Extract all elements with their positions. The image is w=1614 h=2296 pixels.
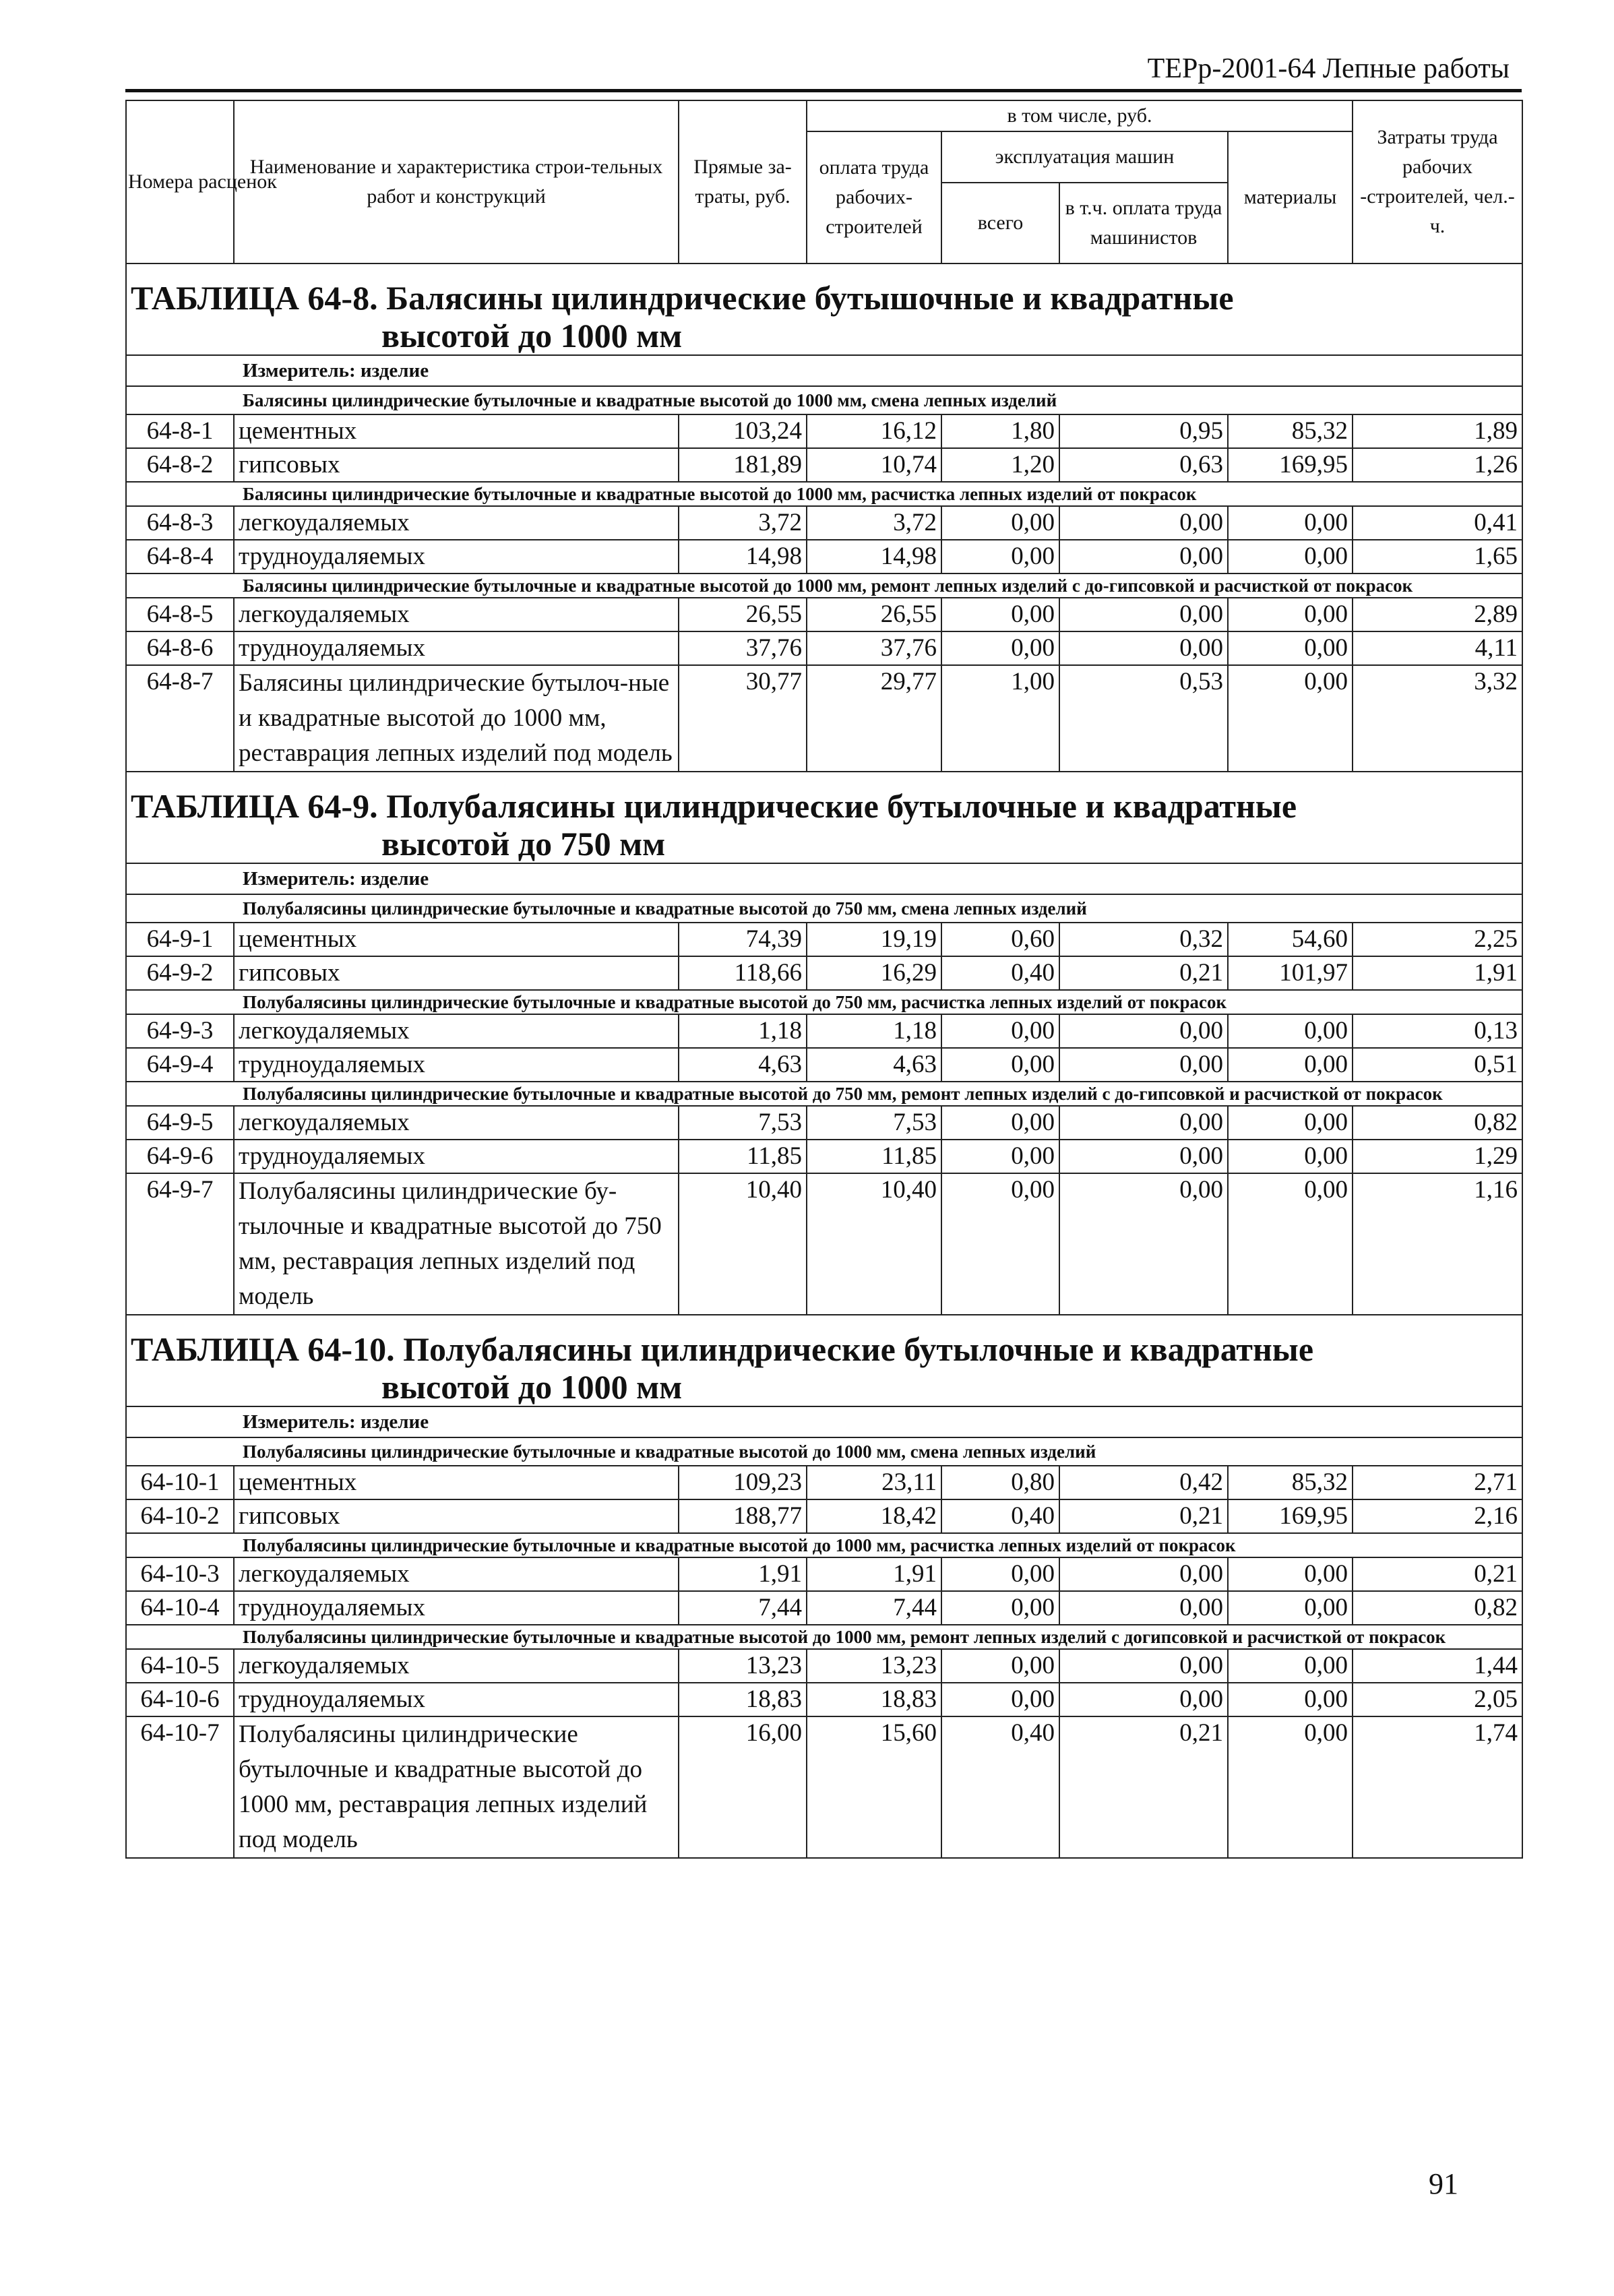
machines-cost: 0,00 bbox=[941, 1014, 1059, 1048]
machines-labor-cost: 0,00 bbox=[1059, 598, 1228, 631]
labor-cost: 23,11 bbox=[807, 1466, 941, 1499]
materials-cost: 85,32 bbox=[1228, 414, 1353, 448]
labor-cost: 16,12 bbox=[807, 414, 941, 448]
meter-row bbox=[126, 863, 1522, 894]
labor-hours: 2,89 bbox=[1353, 598, 1522, 631]
group-label: Полубалясины цилиндрические бутылочные и квадратные высотой до 1000 мм, смена лепных изделий bbox=[126, 1437, 1522, 1466]
group-header-row bbox=[126, 1625, 1522, 1649]
work-name: трудноудаляемых bbox=[234, 631, 679, 665]
column-header-machines-labor: в т.ч. оплата труда машинистов bbox=[1059, 183, 1228, 263]
direct-cost: 18,83 bbox=[679, 1683, 807, 1716]
direct-cost: 26,55 bbox=[679, 598, 807, 631]
machines-cost: 0,40 bbox=[941, 1499, 1059, 1533]
column-header-machines: эксплуатация машин bbox=[941, 131, 1228, 183]
work-name: легкоудаляемых bbox=[234, 506, 679, 540]
group-label: Полубалясины цилиндрические бутылочные и квадратные высотой до 1000 мм, расчистка лепных изделий от покрасок bbox=[126, 1533, 1522, 1557]
table-row bbox=[126, 1140, 1522, 1173]
machines-labor-cost: 0,00 bbox=[1059, 1173, 1228, 1315]
machines-cost: 0,60 bbox=[941, 923, 1059, 956]
direct-cost: 3,72 bbox=[679, 506, 807, 540]
labor-hours: 1,91 bbox=[1353, 956, 1522, 990]
table-row bbox=[126, 1591, 1522, 1625]
machines-cost: 0,00 bbox=[941, 1173, 1059, 1315]
table-row bbox=[126, 1649, 1522, 1683]
table-row bbox=[126, 1173, 1522, 1315]
rate-code: 64-9-7 bbox=[126, 1173, 234, 1315]
materials-cost: 0,00 bbox=[1228, 631, 1353, 665]
direct-cost: 118,66 bbox=[679, 956, 807, 990]
materials-cost: 0,00 bbox=[1228, 1106, 1353, 1140]
machines-labor-cost: 0,21 bbox=[1059, 956, 1228, 990]
materials-cost: 0,00 bbox=[1228, 598, 1353, 631]
rate-code: 64-10-1 bbox=[126, 1466, 234, 1499]
rate-code: 64-9-3 bbox=[126, 1014, 234, 1048]
table-row bbox=[126, 1014, 1522, 1048]
labor-cost: 10,40 bbox=[807, 1173, 941, 1315]
machines-labor-cost: 0,42 bbox=[1059, 1466, 1228, 1499]
rate-code: 64-8-5 bbox=[126, 598, 234, 631]
page-number: 91 bbox=[1429, 2167, 1458, 2200]
rate-code: 64-8-4 bbox=[126, 540, 234, 573]
labor-cost: 1,91 bbox=[807, 1557, 941, 1591]
machines-labor-cost: 0,00 bbox=[1059, 1140, 1228, 1173]
machines-cost: 1,20 bbox=[941, 448, 1059, 482]
page-header: ТЕРр-2001-64 Лепные работы bbox=[1147, 53, 1510, 84]
work-name: Полубалясины цилиндрические бутылочные и квадратные высотой до 1000 мм, реставрация лепных изделий под модель bbox=[234, 1716, 679, 1858]
machines-cost: 0,00 bbox=[941, 1683, 1059, 1716]
group-label: Полубалясины цилиндрические бутылочные и квадратные высотой до 750 мм, ремонт лепных изделий с до-гипсовкой и расчисткой от покрасок bbox=[126, 1082, 1522, 1106]
labor-cost: 7,53 bbox=[807, 1106, 941, 1140]
group-header-row bbox=[126, 1533, 1522, 1557]
labor-cost: 29,77 bbox=[807, 665, 941, 772]
labor-cost: 4,63 bbox=[807, 1048, 941, 1082]
machines-labor-cost: 0,00 bbox=[1059, 1048, 1228, 1082]
direct-cost: 188,77 bbox=[679, 1499, 807, 1533]
group-header-row bbox=[126, 1082, 1522, 1106]
group-header-row bbox=[126, 990, 1522, 1014]
machines-labor-cost: 0,00 bbox=[1059, 1683, 1228, 1716]
machines-labor-cost: 0,63 bbox=[1059, 448, 1228, 482]
header-rule bbox=[125, 89, 1522, 92]
group-header-row bbox=[126, 386, 1522, 414]
machines-cost: 0,00 bbox=[941, 631, 1059, 665]
table-row bbox=[126, 598, 1522, 631]
machines-cost: 0,00 bbox=[941, 1048, 1059, 1082]
labor-cost: 14,98 bbox=[807, 540, 941, 573]
table-title bbox=[126, 263, 1522, 355]
materials-cost: 0,00 bbox=[1228, 1557, 1353, 1591]
work-name: Балясины цилиндрические бутылоч-ные и квадратные высотой до 1000 мм, реставрация лепных изделий под модель bbox=[234, 665, 679, 772]
labor-cost: 18,83 bbox=[807, 1683, 941, 1716]
group-header-row bbox=[126, 573, 1522, 598]
machines-labor-cost: 0,00 bbox=[1059, 540, 1228, 573]
rate-code: 64-9-6 bbox=[126, 1140, 234, 1173]
work-name: цементных bbox=[234, 1466, 679, 1499]
machines-labor-cost: 0,21 bbox=[1059, 1499, 1228, 1533]
table-row bbox=[126, 923, 1522, 956]
meter-label: Измеритель: изделие bbox=[126, 863, 1522, 894]
labor-hours: 1,44 bbox=[1353, 1649, 1522, 1683]
labor-cost: 15,60 bbox=[807, 1716, 941, 1858]
machines-labor-cost: 0,53 bbox=[1059, 665, 1228, 772]
materials-cost: 0,00 bbox=[1228, 1048, 1353, 1082]
machines-cost: 0,80 bbox=[941, 1466, 1059, 1499]
work-name: Полубалясины цилиндрические бу-тылочные и квадратные высотой до 750 мм, реставрация лепных изделий под модель bbox=[234, 1173, 679, 1315]
labor-hours: 1,65 bbox=[1353, 540, 1522, 573]
table-row bbox=[126, 1716, 1522, 1858]
column-header-labor: оплата труда рабочих-строителей bbox=[807, 131, 941, 263]
group-label: Полубалясины цилиндрические бутылочные и квадратные высотой до 1000 мм, ремонт лепных изделий с догипсовкой и расчисткой от покрасок bbox=[126, 1625, 1522, 1649]
direct-cost: 30,77 bbox=[679, 665, 807, 772]
direct-cost: 109,23 bbox=[679, 1466, 807, 1499]
column-header-name: Наименование и характеристика строи-тельных работ и конструкций bbox=[234, 100, 679, 263]
materials-cost: 0,00 bbox=[1228, 506, 1353, 540]
machines-cost: 1,00 bbox=[941, 665, 1059, 772]
direct-cost: 13,23 bbox=[679, 1649, 807, 1683]
group-header-row bbox=[126, 894, 1522, 923]
direct-cost: 4,63 bbox=[679, 1048, 807, 1082]
labor-hours: 1,26 bbox=[1353, 448, 1522, 482]
rate-code: 64-10-3 bbox=[126, 1557, 234, 1591]
machines-labor-cost: 0,00 bbox=[1059, 1557, 1228, 1591]
direct-cost: 11,85 bbox=[679, 1140, 807, 1173]
column-header-materials: материалы bbox=[1228, 131, 1353, 263]
rate-code: 64-10-5 bbox=[126, 1649, 234, 1683]
labor-hours: 1,16 bbox=[1353, 1173, 1522, 1315]
work-name: гипсовых bbox=[234, 448, 679, 482]
rate-code: 64-8-6 bbox=[126, 631, 234, 665]
direct-cost: 16,00 bbox=[679, 1716, 807, 1858]
labor-hours: 0,51 bbox=[1353, 1048, 1522, 1082]
rate-code: 64-10-6 bbox=[126, 1683, 234, 1716]
direct-cost: 7,44 bbox=[679, 1591, 807, 1625]
work-name: легкоудаляемых bbox=[234, 1557, 679, 1591]
group-label: Балясины цилиндрические бутылочные и квадратные высотой до 1000 мм, ремонт лепных изделий с до-гипсовкой и расчисткой от покрасок bbox=[126, 573, 1522, 598]
labor-hours: 2,05 bbox=[1353, 1683, 1522, 1716]
table-title-line2: высотой до 750 мм bbox=[381, 825, 666, 863]
labor-cost: 10,74 bbox=[807, 448, 941, 482]
materials-cost: 0,00 bbox=[1228, 1649, 1353, 1683]
machines-cost: 0,00 bbox=[941, 1106, 1059, 1140]
machines-cost: 0,00 bbox=[941, 598, 1059, 631]
table-title bbox=[126, 1315, 1522, 1406]
group-label: Полубалясины цилиндрические бутылочные и квадратные высотой до 750 мм, смена лепных изделий bbox=[126, 894, 1522, 923]
machines-labor-cost: 0,00 bbox=[1059, 506, 1228, 540]
direct-cost: 74,39 bbox=[679, 923, 807, 956]
rate-code: 64-9-1 bbox=[126, 923, 234, 956]
machines-labor-cost: 0,00 bbox=[1059, 1649, 1228, 1683]
machines-cost: 0,00 bbox=[941, 1557, 1059, 1591]
meter-row bbox=[126, 1406, 1522, 1437]
work-name: легкоудаляемых bbox=[234, 1649, 679, 1683]
machines-cost: 0,00 bbox=[941, 540, 1059, 573]
labor-hours: 2,16 bbox=[1353, 1499, 1522, 1533]
group-label: Балясины цилиндрические бутылочные и квадратные высотой до 1000 мм, расчистка лепных изделий от покрасок bbox=[126, 482, 1522, 506]
labor-cost: 3,72 bbox=[807, 506, 941, 540]
materials-cost: 85,32 bbox=[1228, 1466, 1353, 1499]
labor-hours: 0,21 bbox=[1353, 1557, 1522, 1591]
materials-cost: 169,95 bbox=[1228, 448, 1353, 482]
direct-cost: 1,91 bbox=[679, 1557, 807, 1591]
labor-hours: 1,29 bbox=[1353, 1140, 1522, 1173]
direct-cost: 10,40 bbox=[679, 1173, 807, 1315]
materials-cost: 0,00 bbox=[1228, 1014, 1353, 1048]
table-title-line1: ТАБЛИЦА 64-8. Балясины цилиндрические бутышочные и квадратные bbox=[131, 279, 1234, 317]
materials-cost: 0,00 bbox=[1228, 1140, 1353, 1173]
table-row bbox=[126, 665, 1522, 772]
work-name: гипсовых bbox=[234, 956, 679, 990]
machines-cost: 0,40 bbox=[941, 956, 1059, 990]
labor-cost: 7,44 bbox=[807, 1591, 941, 1625]
price-table bbox=[125, 100, 1523, 1859]
column-header-code: Номера расценок bbox=[126, 100, 234, 263]
table-row bbox=[126, 631, 1522, 665]
work-name: легкоудаляемых bbox=[234, 1014, 679, 1048]
work-name: трудноудаляемых bbox=[234, 1140, 679, 1173]
rate-code: 64-9-4 bbox=[126, 1048, 234, 1082]
table-row bbox=[126, 506, 1522, 540]
table-row bbox=[126, 540, 1522, 573]
rate-code: 64-9-5 bbox=[126, 1106, 234, 1140]
labor-hours: 3,32 bbox=[1353, 665, 1522, 772]
machines-labor-cost: 0,00 bbox=[1059, 1014, 1228, 1048]
labor-hours: 0,82 bbox=[1353, 1106, 1522, 1140]
group-header-row bbox=[126, 1437, 1522, 1466]
materials-cost: 0,00 bbox=[1228, 1683, 1353, 1716]
machines-labor-cost: 0,00 bbox=[1059, 1106, 1228, 1140]
materials-cost: 0,00 bbox=[1228, 1716, 1353, 1858]
direct-cost: 103,24 bbox=[679, 414, 807, 448]
work-name: трудноудаляемых bbox=[234, 540, 679, 573]
labor-hours: 1,74 bbox=[1353, 1716, 1522, 1858]
header-row-1 bbox=[126, 100, 1522, 131]
work-name: легкоудаляемых bbox=[234, 1106, 679, 1140]
table-title-row bbox=[126, 772, 1522, 863]
direct-cost: 181,89 bbox=[679, 448, 807, 482]
rate-code: 64-8-3 bbox=[126, 506, 234, 540]
column-header-hours: Затраты труда рабочих -строителей, чел.-ч. bbox=[1353, 100, 1522, 263]
labor-cost: 26,55 bbox=[807, 598, 941, 631]
table-row bbox=[126, 1106, 1522, 1140]
work-name: цементных bbox=[234, 923, 679, 956]
group-label: Балясины цилиндрические бутылочные и квадратные высотой до 1000 мм, смена лепных изделий bbox=[126, 386, 1522, 414]
work-name: трудноудаляемых bbox=[234, 1683, 679, 1716]
group-label: Полубалясины цилиндрические бутылочные и квадратные высотой до 750 мм, расчистка лепных изделий от покрасок bbox=[126, 990, 1522, 1014]
rate-code: 64-10-7 bbox=[126, 1716, 234, 1858]
table-title-line2: высотой до 1000 мм bbox=[381, 1368, 683, 1406]
table-title bbox=[126, 772, 1522, 863]
work-name: цементных bbox=[234, 414, 679, 448]
machines-labor-cost: 0,32 bbox=[1059, 923, 1228, 956]
direct-cost: 14,98 bbox=[679, 540, 807, 573]
materials-cost: 54,60 bbox=[1228, 923, 1353, 956]
work-name: легкоудаляемых bbox=[234, 598, 679, 631]
table-row bbox=[126, 1048, 1522, 1082]
table-title-row bbox=[126, 263, 1522, 355]
meter-label: Измеритель: изделие bbox=[126, 1406, 1522, 1437]
rate-code: 64-10-4 bbox=[126, 1591, 234, 1625]
direct-cost: 7,53 bbox=[679, 1106, 807, 1140]
rate-code: 64-8-7 bbox=[126, 665, 234, 772]
materials-cost: 0,00 bbox=[1228, 1173, 1353, 1315]
materials-cost: 0,00 bbox=[1228, 665, 1353, 772]
machines-labor-cost: 0,95 bbox=[1059, 414, 1228, 448]
group-header-row bbox=[126, 482, 1522, 506]
machines-cost: 0,00 bbox=[941, 506, 1059, 540]
column-header-direct: Прямые за-траты, руб. bbox=[679, 100, 807, 263]
labor-cost: 1,18 bbox=[807, 1014, 941, 1048]
direct-cost: 1,18 bbox=[679, 1014, 807, 1048]
materials-cost: 101,97 bbox=[1228, 956, 1353, 990]
meter-label: Измеритель: изделие bbox=[126, 355, 1522, 386]
table-row bbox=[126, 414, 1522, 448]
table-title-line2: высотой до 1000 мм bbox=[381, 317, 683, 354]
labor-hours: 1,89 bbox=[1353, 414, 1522, 448]
table-row bbox=[126, 1683, 1522, 1716]
meter-row bbox=[126, 355, 1522, 386]
machines-cost: 0,40 bbox=[941, 1716, 1059, 1858]
labor-hours: 0,82 bbox=[1353, 1591, 1522, 1625]
labor-cost: 19,19 bbox=[807, 923, 941, 956]
machines-cost: 0,00 bbox=[941, 1591, 1059, 1625]
work-name: трудноудаляемых bbox=[234, 1591, 679, 1625]
work-name: трудноудаляемых bbox=[234, 1048, 679, 1082]
work-name: гипсовых bbox=[234, 1499, 679, 1533]
labor-cost: 11,85 bbox=[807, 1140, 941, 1173]
rate-code: 64-8-2 bbox=[126, 448, 234, 482]
column-header-machines-total: всего bbox=[941, 183, 1059, 263]
table-title-line1: ТАБЛИЦА 64-10. Полубалясины цилиндрические бутылочные и квадратные bbox=[131, 1330, 1314, 1368]
machines-cost: 0,00 bbox=[941, 1649, 1059, 1683]
labor-cost: 18,42 bbox=[807, 1499, 941, 1533]
table-row bbox=[126, 956, 1522, 990]
labor-hours: 4,11 bbox=[1353, 631, 1522, 665]
labor-cost: 37,76 bbox=[807, 631, 941, 665]
labor-hours: 0,13 bbox=[1353, 1014, 1522, 1048]
labor-cost: 13,23 bbox=[807, 1649, 941, 1683]
table-title-row bbox=[126, 1315, 1522, 1406]
labor-hours: 2,25 bbox=[1353, 923, 1522, 956]
direct-cost: 37,76 bbox=[679, 631, 807, 665]
labor-cost: 16,29 bbox=[807, 956, 941, 990]
column-header-including: в том числе, руб. bbox=[807, 100, 1353, 131]
materials-cost: 0,00 bbox=[1228, 1591, 1353, 1625]
labor-hours: 2,71 bbox=[1353, 1466, 1522, 1499]
materials-cost: 169,95 bbox=[1228, 1499, 1353, 1533]
materials-cost: 0,00 bbox=[1228, 540, 1353, 573]
labor-hours: 0,41 bbox=[1353, 506, 1522, 540]
table-title-line1: ТАБЛИЦА 64-9. Полубалясины цилиндрические бутылочные и квадратные bbox=[131, 787, 1297, 825]
machines-labor-cost: 0,00 bbox=[1059, 1591, 1228, 1625]
table-row bbox=[126, 1557, 1522, 1591]
machines-cost: 0,00 bbox=[941, 1140, 1059, 1173]
machines-cost: 1,80 bbox=[941, 414, 1059, 448]
rate-code: 64-8-1 bbox=[126, 414, 234, 448]
table-row bbox=[126, 1499, 1522, 1533]
table-row bbox=[126, 448, 1522, 482]
rate-code: 64-10-2 bbox=[126, 1499, 234, 1533]
table-row bbox=[126, 1466, 1522, 1499]
machines-labor-cost: 0,21 bbox=[1059, 1716, 1228, 1858]
rate-code: 64-9-2 bbox=[126, 956, 234, 990]
machines-labor-cost: 0,00 bbox=[1059, 631, 1228, 665]
